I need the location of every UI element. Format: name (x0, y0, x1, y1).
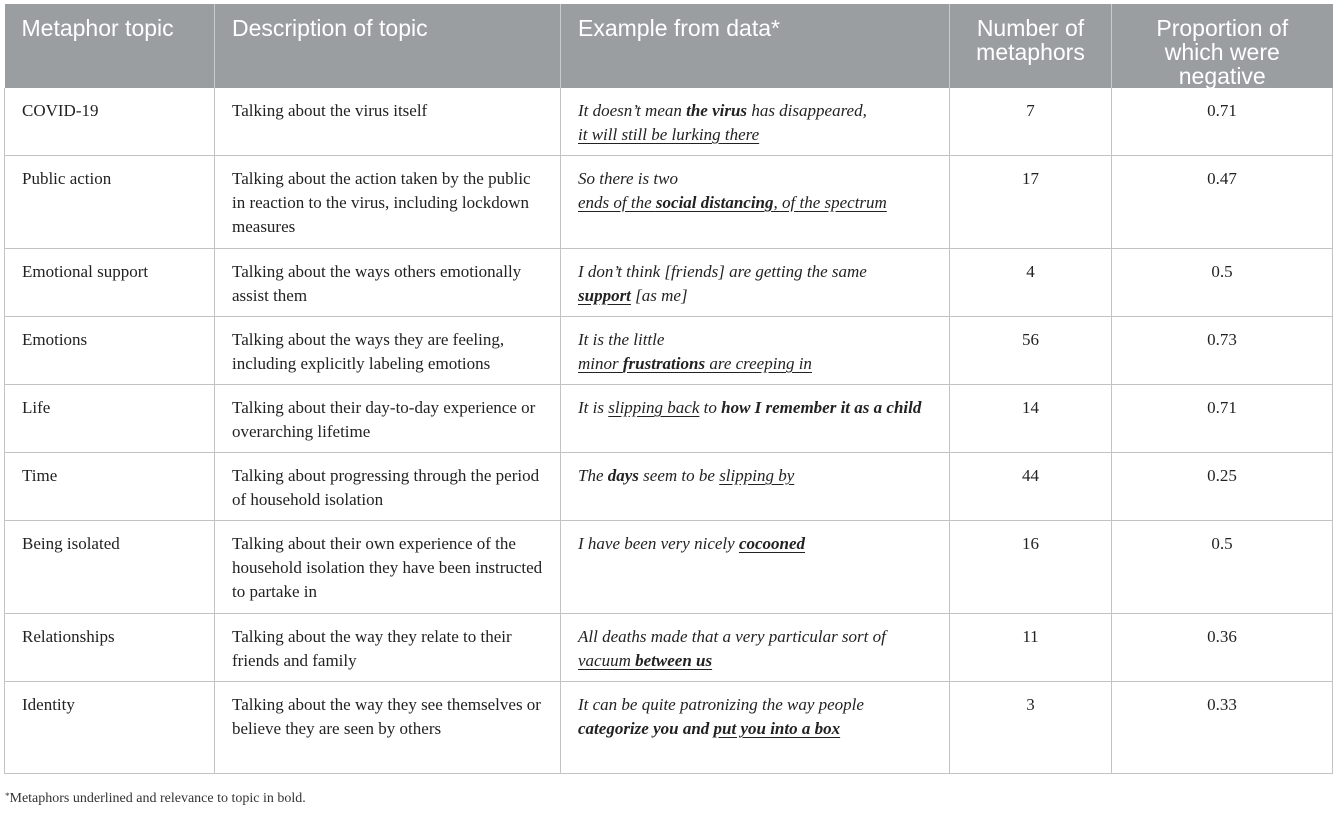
example-relevance: days (607, 466, 639, 485)
example-text: vacuum (578, 651, 636, 670)
table-row (5, 317, 1333, 385)
table-footnote (5, 791, 306, 807)
table-row (5, 385, 1333, 453)
topic-cell: Relationships (5, 614, 215, 682)
footnote-marker: * (5, 791, 10, 801)
topic-cell: Emotional support (5, 249, 215, 317)
header-proportion (1112, 4, 1333, 88)
number-cell: 14 (950, 385, 1112, 453)
example-metaphor: cocooned (738, 534, 806, 553)
example-metaphor (578, 193, 887, 212)
proportion-cell: 0.36 (1112, 614, 1333, 682)
topic-cell: Public action (5, 156, 215, 249)
topic-cell: Emotions (5, 317, 215, 385)
example-cell (561, 249, 950, 317)
example-text: It is (578, 398, 609, 417)
proportion-cell: 0.33 (1112, 682, 1333, 774)
header-proportion-line-3: negative (1178, 63, 1266, 89)
table-row (5, 682, 1333, 774)
number-cell: 44 (950, 453, 1112, 521)
metaphor-topics-table (4, 4, 1333, 774)
example-metaphor: support (578, 286, 631, 305)
proportion-cell: 0.71 (1112, 88, 1333, 156)
header-metaphor-topic: Metaphor topic (5, 4, 215, 88)
example-text: I don’t think [friends] are getting the same (578, 262, 867, 281)
example-cell (561, 88, 950, 156)
example-relevance: categorize you and (578, 719, 714, 738)
table-row (5, 521, 1333, 614)
example-relevance: how I remember it as a child (721, 398, 922, 417)
example-text: to (699, 398, 722, 417)
example-text: minor (578, 354, 623, 373)
example-text: So there is two (578, 169, 678, 188)
example-text: All deaths made that a very particular sort of (578, 627, 886, 646)
example-relevance: the virus (686, 101, 748, 120)
description-cell: Talking about the ways others emotionally assist them (215, 249, 561, 317)
table-row (5, 88, 1333, 156)
example-relevance: between us (635, 651, 713, 670)
description-cell: Talking about the action taken by the public in reaction to the virus, including lockdown measures (215, 156, 561, 249)
proportion-cell: 0.47 (1112, 156, 1333, 249)
description-cell: Talking about their day-to-day experience or overarching lifetime (215, 385, 561, 453)
example-metaphor (578, 651, 712, 670)
example-text: I have been very nicely (578, 534, 739, 553)
example-cell (561, 614, 950, 682)
number-cell: 3 (950, 682, 1112, 774)
example-metaphor: put you into a box (713, 719, 841, 738)
number-cell: 7 (950, 88, 1112, 156)
description-cell: Talking about their own experience of the household isolation they have been instructed to partake in (215, 521, 561, 614)
example-text: has disappeared, (747, 101, 867, 120)
table-row (5, 156, 1333, 249)
header-description: Description of topic (215, 4, 561, 88)
header-number (950, 4, 1112, 88)
example-text: , of the spectrum (773, 193, 887, 212)
topic-cell: Time (5, 453, 215, 521)
example-text: The (578, 466, 608, 485)
description-cell: Talking about the way they relate to their friends and family (215, 614, 561, 682)
number-cell: 4 (950, 249, 1112, 317)
header-number-line-2: metaphors (976, 39, 1085, 65)
proportion-cell: 0.5 (1112, 521, 1333, 614)
example-text: ends of the (578, 193, 656, 212)
topic-cell: Life (5, 385, 215, 453)
topic-cell: Being isolated (5, 521, 215, 614)
table-row (5, 614, 1333, 682)
number-cell: 17 (950, 156, 1112, 249)
proportion-cell: 0.71 (1112, 385, 1333, 453)
proportion-cell: 0.73 (1112, 317, 1333, 385)
topic-cell: COVID-19 (5, 88, 215, 156)
example-cell (561, 156, 950, 249)
table-container (4, 4, 1332, 774)
example-text: It doesn’t mean (578, 101, 687, 120)
table-row (5, 249, 1333, 317)
example-metaphor (578, 354, 812, 373)
example-relevance: frustrations (622, 354, 706, 373)
number-cell: 11 (950, 614, 1112, 682)
description-cell: Talking about the way they see themselves or believe they are seen by others (215, 682, 561, 774)
example-relevance: social distancing (655, 193, 774, 212)
description-cell: Talking about progressing through the period of household isolation (215, 453, 561, 521)
number-cell: 16 (950, 521, 1112, 614)
example-metaphor: slipping back (608, 398, 700, 417)
example-metaphor: it will still be lurking there (578, 125, 760, 144)
table-row (5, 453, 1333, 521)
number-cell: 56 (950, 317, 1112, 385)
example-text: It can be quite patronizing the way people (578, 695, 864, 714)
proportion-cell: 0.25 (1112, 453, 1333, 521)
example-cell (561, 521, 950, 614)
header-number-line-1: Number of (976, 15, 1085, 41)
example-metaphor: slipping by (719, 466, 795, 485)
description-cell: Talking about the virus itself (215, 88, 561, 156)
example-cell (561, 453, 950, 521)
example-cell (561, 682, 950, 774)
description-cell: Talking about the ways they are feeling, including explicitly labeling emotions (215, 317, 561, 385)
header-example: Example from data* (561, 4, 950, 88)
header-proportion-line-1: Proportion of (1156, 15, 1289, 41)
example-text: It is the little (578, 330, 665, 349)
example-text: are creeping in (705, 354, 812, 373)
example-text: [as me] (630, 286, 688, 305)
topic-cell: Identity (5, 682, 215, 774)
header-proportion-line-2: which were (1164, 39, 1280, 65)
example-cell (561, 385, 950, 453)
footnote-text: Metaphors underlined and relevance to topic in bold. (9, 791, 306, 806)
example-text: seem to be (638, 466, 720, 485)
table-header-row (5, 4, 1333, 88)
proportion-cell: 0.5 (1112, 249, 1333, 317)
example-cell (561, 317, 950, 385)
